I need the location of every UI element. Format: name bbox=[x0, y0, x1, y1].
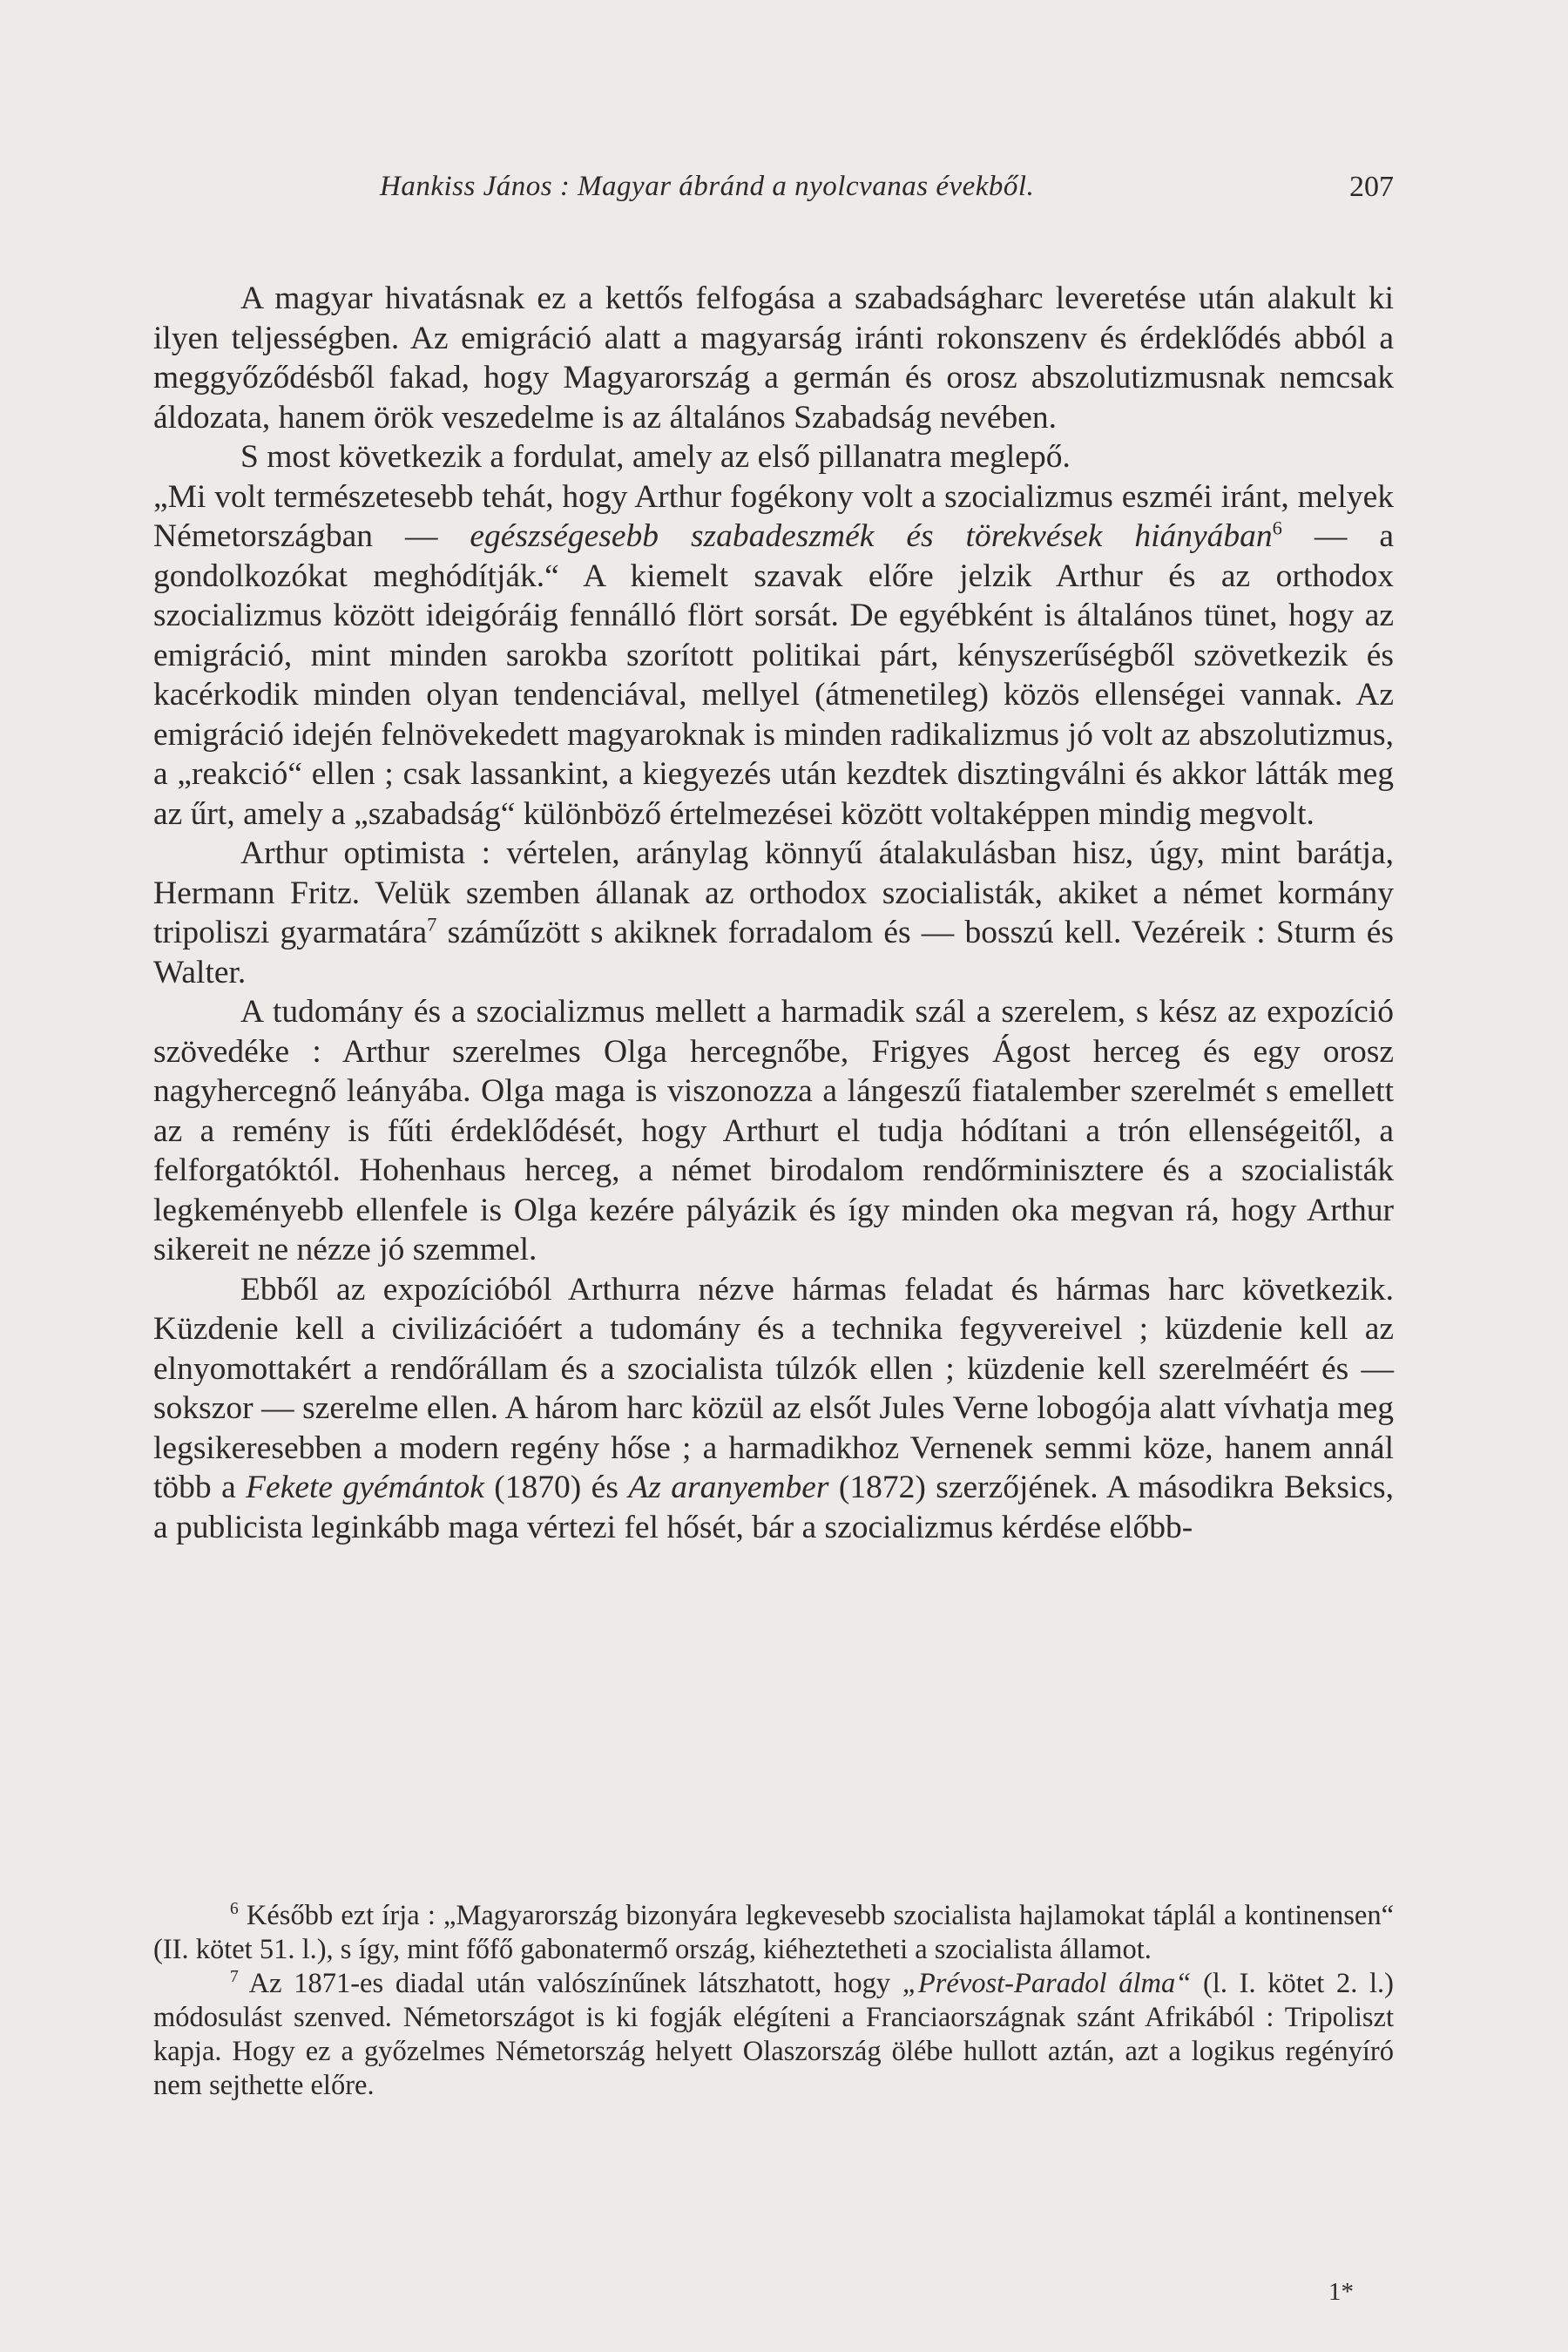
footnote-ref-6: 6 bbox=[1272, 517, 1282, 539]
footnotes bbox=[153, 1899, 1394, 2103]
paragraph-4-text-a: Arthur optimista : vértelen, aránylag könnyű átalakulásban hisz, úgy, mint barátja, Hermann Fritz. Velük szemben állanak az orthodox szocialisták, akiket a német kormány tripoliszi gyarmatára bbox=[153, 835, 1394, 950]
paragraph-6 bbox=[153, 1270, 1394, 1548]
footnote-7-text-b: (l. I. kötet 2. l.) módosulást szenved. Németországot is ki fogják elégíteni a Franciaországnak szánt Afrikából : Tripoliszt kapja. Hogy ez a győzelmes Németország helyett Olaszország ölébe hullott aztán, azt a logikus regényíró nem sejthette előre. bbox=[153, 1968, 1395, 2101]
paragraph-2: S most következik a fordulat, amely az első pillanatra meglepő. bbox=[240, 439, 1071, 475]
paragraph-4 bbox=[153, 834, 1394, 992]
footnote-6-number: 6 bbox=[230, 1900, 239, 1919]
footnote-7-italic: „Prévost-Paradol álma“ bbox=[902, 1968, 1192, 1999]
footnote-7-text-a: Az 1871-es diadal után valószínűnek látszhatott, hogy bbox=[238, 1968, 902, 1999]
footnote-6 bbox=[153, 1899, 1394, 1967]
footnote-7-number: 7 bbox=[230, 1968, 239, 1987]
book-title-fekete-gyemantok: Fekete gyémántok bbox=[246, 1470, 484, 1505]
paragraph-3-text-a: „Mi volt természetesebb tehát, hogy Arthur fogékony volt a szocializmus eszméi iránt, melyek Németországban — bbox=[153, 478, 1394, 554]
paragraph-3-italic: egészségesebb szabadeszmék és törekvések hiányában bbox=[470, 518, 1273, 554]
printer-signature: 1* bbox=[1328, 2278, 1354, 2306]
paragraph-1: A magyar hivatásnak ez a kettős felfogása a szabadságharc leveretése után alakult ki ilyen teljességben. Az emigráció alatt a magyarság iránti rokonszenv és érdeklődés abból a meggyőződésből fakad, hogy Magyarország a germán és orosz abszolutizmusnak nemcsak áldozata, hanem örök veszedelme is az általános Szabadság nevében. bbox=[153, 280, 1394, 436]
paragraph-5: A tudomány és a szocializmus mellett a harmadik szál a szerelem, s kész az expozíció szövedéke : Arthur szerelmes Olga hercegnőbe, Frigyes Ágost herceg és egy orosz nagyhercegnő leányába. Olga maga is viszonozza a lángeszű fiatalember szerelmét s emellett az a remény is fűti érdeklődését, hogy Arthurt el tudja hódítani a trón ellenségeitől, a felforgatóktól. Hohenhaus herceg, a német birodalom rendőrminisztere és a szocialisták legkeményebb ellenfele is Olga kezére pályázik és így minden oka megvan rá, hogy Arthur sikereit ne nézze jó szemmel. bbox=[153, 994, 1394, 1267]
paragraph-3-text-b: — a gondolkozókat meghódítják.“ A kiemelt szavak előre jelzik Arthur és az orthodox szocializmus között ideigóráig fennálló flört sorsát. De egyébként is általános tünet, hogy az emigráció, mint minden sarokba szorított politikai párt, kényszerűségből szövetkezik és kacérkodik minden olyan tendenciával, mellyel (átmenetileg) közös ellenségei vannak. Az emigráció idején felnövekedett magyaroknak is minden radikalizmus jó volt az abszolutizmus, a „reakció“ ellen ; csak lassankint, a kiegyezés után kezdtek disztingválni és akkor látták meg az űrt, amely a „szabadság“ különböző értelmezései között voltaképpen mindig megvolt. bbox=[153, 518, 1394, 832]
paragraph-6-text-b: (1870) és bbox=[483, 1470, 629, 1505]
book-title-az-aranyember: Az aranyember bbox=[628, 1470, 829, 1505]
paragraph-6-text-c: (1872) szerzőjének. A másodikra Beksics, a publicista leginkább maga vértezi fel hősét, bár a szocializmus kérdése előbb- bbox=[153, 1470, 1394, 1545]
paragraph-3 bbox=[153, 477, 1394, 835]
footnote-6-text: Később ezt írja : „Magyarország bizonyára legkevesebb szocialista hajlamokat táplál a kontinensen“ (II. kötet 51. l.), s így, mint főfő gabonatermő ország, kiéheztetheti a szocialista államot. bbox=[153, 1900, 1394, 1965]
body-text bbox=[153, 279, 1394, 1547]
page-header bbox=[153, 171, 1394, 223]
paragraph-4-text-b: száműzött s akiknek forradalom és — bosszú kell. Vezéreik : Sturm és Walter. bbox=[153, 915, 1394, 990]
paragraph-6-text-a: Ebből az expozícióból Arthurra nézve hármas feladat és hármas harc következik. Küzdenie kell a civilizációért a tudomány és a technika fegyvereivel ; küzdenie kell az elnyomottakért a rendőrállam és a szocialista túlzók ellen ; küzdenie kell szerelméért és — sokszor — szerelme ellen. A három harc közül az elsőt Jules Verne lobogója alatt vívhatja meg legsikeresebben a modern regény hőse ; a harmadikhoz Vernenek semmi köze, hanem annál több a bbox=[153, 1271, 1394, 1505]
footnote-ref-7: 7 bbox=[427, 913, 437, 936]
page-number: 207 bbox=[1349, 171, 1394, 203]
footnote-7 bbox=[153, 1967, 1394, 2103]
running-title: Hankiss János : Magyar ábránd a nyolcvanas évekből. bbox=[380, 171, 1035, 202]
